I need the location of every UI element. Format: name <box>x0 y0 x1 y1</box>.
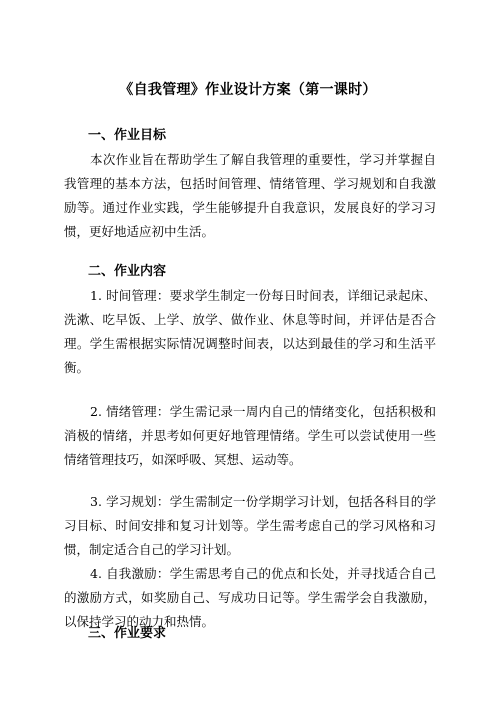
content-item-emotion-management: 2. 情绪管理：学生需记录一周内自己的情绪变化，包括积极和消极的情绪，并思考如何更好地管理情绪。学生可以尝试使用一些情绪管理技巧，如深呼吸、冥想、运动等。 <box>64 404 436 467</box>
goals-paragraph: 本次作业旨在帮助学生了解自我管理的重要性，学习并掌握自我管理的基本方法，包括时间管理、情绪管理、学习规划和自我激励等。通过作业实践，学生能够提升自我意识，发展良好的学习习惯，更好地适应初中生活。 <box>64 152 436 239</box>
section-heading-content: 二、作业内容 <box>88 264 167 279</box>
section-heading-goals: 一、作业目标 <box>88 128 167 143</box>
section-heading-requirements: 三、作业要求 <box>88 626 167 641</box>
content-item-time-management: 1. 时间管理：要求学生制定一份每日时间表，详细记录起床、洗漱、吃早饭、上学、放学、做作业、休息等时间，并评估是否合理。学生需根据实际情况调整时间表，以达到最佳的学习和生活平衡。 <box>64 288 436 375</box>
content-item-study-planning: 3. 学习规划：学生需制定一份学期学习计划，包括各科目的学习目标、时间安排和复习计划等。学生需考虑自己的学习风格和习惯，制定适合自己的学习计划。 <box>64 494 436 557</box>
document-title: 《自我管理》作业设计方案（第一课时） <box>119 82 377 98</box>
content-item-self-motivation: 4. 自我激励：学生需思考自己的优点和长处，并寻找适合自己的激励方式，如奖励自己、写成功日记等。学生需学会自我激励，以保持学习的动力和热情。 <box>64 566 436 629</box>
